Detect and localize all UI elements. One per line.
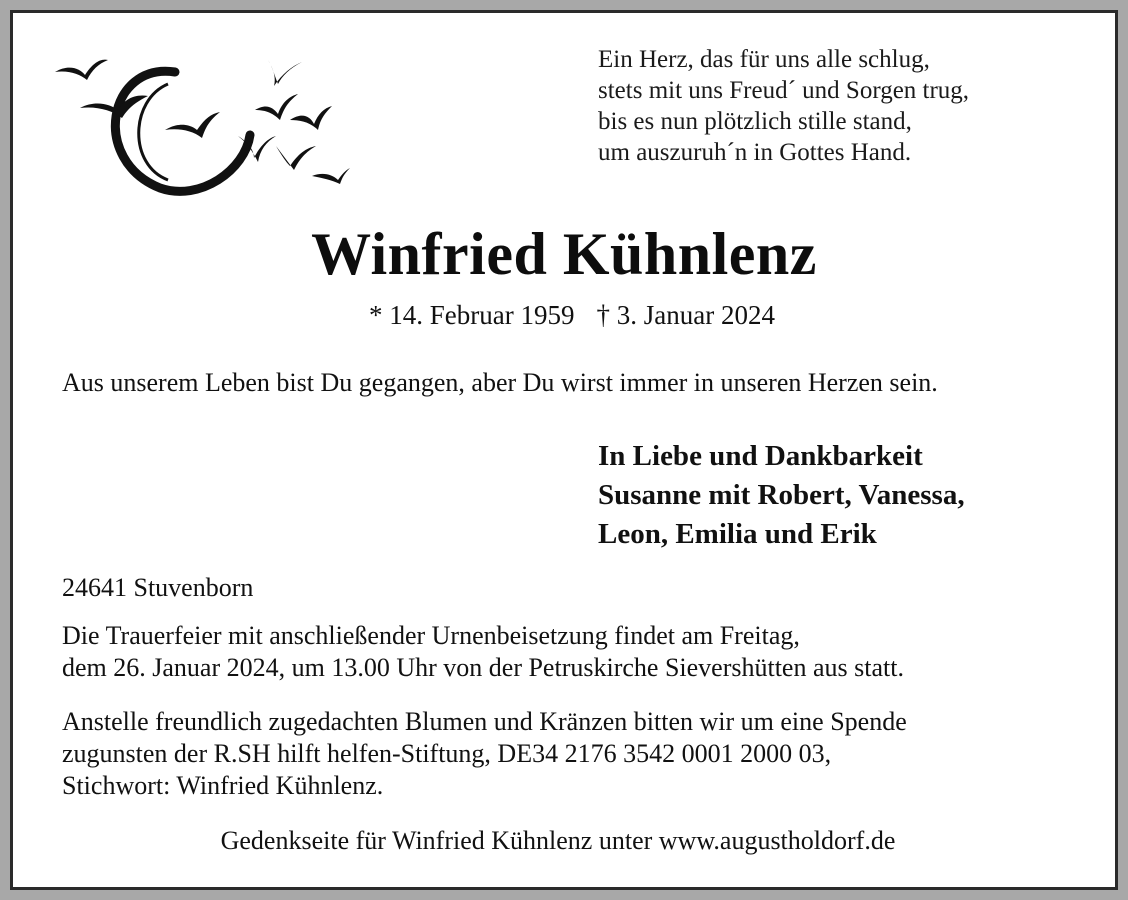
mourners bbox=[598, 437, 965, 554]
deceased-name: Winfried Kühnlenz bbox=[311, 221, 817, 287]
poem-line: bis es nun plötzlich stille stand, bbox=[598, 108, 912, 135]
birth-date: * 14. Februar 1959 bbox=[369, 300, 575, 330]
poem-line: stets mit uns Freud´ und Sorgen trug, bbox=[598, 77, 970, 104]
donation-line: Stichwort: Winfried Kühnlenz. bbox=[62, 771, 384, 800]
life-dates bbox=[0, 300, 1128, 331]
death-date: † 3. Januar 2024 bbox=[596, 300, 775, 330]
moon-with-birds-icon bbox=[50, 50, 360, 200]
funeral-line: Die Trauerfeier mit anschließender Urnenbeisetzung findet am Freitag, bbox=[62, 621, 800, 650]
poem-line: Ein Herz, das für uns alle schlug, bbox=[598, 46, 930, 73]
funeral-line: dem 26. Januar 2024, um 13.00 Uhr von der Petruskirche Sievershütten aus statt. bbox=[62, 653, 904, 682]
mourners-line: Susanne mit Robert, Vanessa, bbox=[598, 479, 965, 511]
mourners-line: Leon, Emilia und Erik bbox=[598, 518, 877, 550]
mourners-line: In Liebe und Dankbarkeit bbox=[598, 440, 923, 472]
poem bbox=[598, 44, 969, 168]
donation-info bbox=[62, 706, 907, 802]
donation-line: zugunsten der R.SH hilft helfen-Stiftung, DE34 2176 3542 0001 2000 03, bbox=[62, 739, 832, 768]
donation-line: Anstelle freundlich zugedachten Blumen und Kränzen bitten wir um eine Spende bbox=[62, 707, 907, 736]
place: 24641 Stuvenborn bbox=[62, 573, 254, 602]
funeral-info bbox=[62, 620, 904, 684]
memorial-page-note: Gedenkseite für Winfried Kühnlenz unter www.augustholdorf.de bbox=[220, 826, 896, 855]
poem-line: um auszuruh´n in Gottes Hand. bbox=[598, 139, 912, 166]
farewell-quote: Aus unserem Leben bist Du gegangen, aber Du wirst immer in unseren Herzen sein. bbox=[62, 368, 938, 397]
